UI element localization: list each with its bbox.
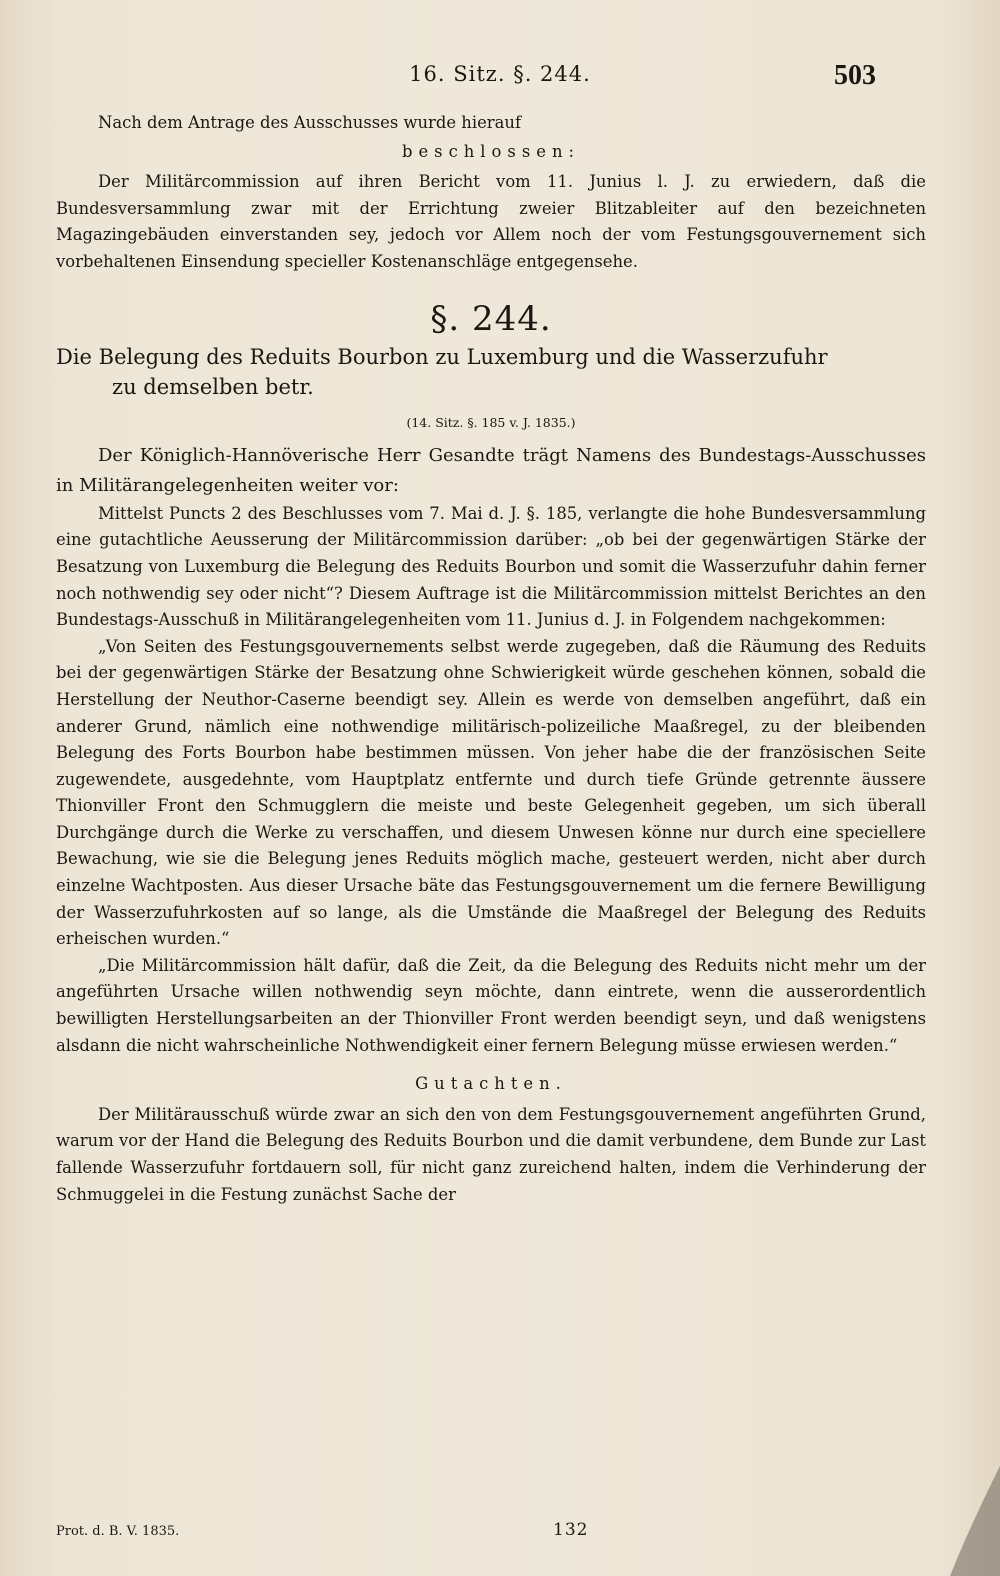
- commission-report-paragraph: Mittelst Puncts 2 des Beschlusses vom 7. Mai d. J. §. 185, verlangte die hohe Bundesversammlung eine gutachtliche Aeusserung der Militärcommission darüber: „ob bei der gegenwärtigen Stärke der Besatzung von Luxemburg die Belegung des Reduits Bourbon und somit die Wasserzufuhr dahin ferner noch nothwendig sey oder nicht“? Diesem Auftrage ist die Militärcommission mittelst Berichtes an den Bundestags-Ausschuß in Militärangelegenheiten vom 11. Junius d. J. in Folgendem nachgekommen:: [56, 503, 926, 630]
- opinion-text: Der Militärausschuß würde zwar an sich den von dem Festungsgouvernement angeführten Grund, warum vor der Hand die Belegung des Reduits Bourbon und die damit verbundene, dem Bunde zur Last fallende Wasserzufuhr fortdauern soll, für nicht ganz zureichend halten, indem die Verhinderung der Schmuggelei in die Festung zunächst Sache der: [56, 1104, 926, 1204]
- spacer: [56, 1059, 926, 1069]
- opinion-heading: Gutachten.: [415, 1074, 567, 1094]
- commission-opinion-quote: „Die Militärcommission hält dafür, daß die Zeit, da die Belegung des Reduits nicht mehr um der angeführten Ursache willen nothwendig seyn möchte, dann eintrete, wenn die ausserordentlich bewilligten Herstellungsarbeiten an der Thionviller Front werden beendigt seyn, und daß wenigstens alsdann die nicht wahrscheinliche Nothwendigkeit einer fernern Belegung müsse erwiesen werden.“: [56, 955, 926, 1055]
- section-number: §. 244.: [430, 298, 552, 339]
- sheet-number: 132: [553, 1520, 589, 1540]
- page-footer: [56, 1520, 926, 1544]
- section-title: [56, 342, 926, 402]
- fortress-government-quote: „Von Seiten des Festungsgouvernements selbst werde zugegeben, daß die Räumung des Reduits bei der gegenwärtigen Stärke der Besatzung ohne Schwierigkeit würde geschehen können, sobald die Herstellung der Neuthor-Caserne beendigt sey. Allein es werde von demselben angeführt, daß ein anderer Grund, nämlich eine nothwendige militärisch-polizeiliche Maaßregel, zu der bleibenden Belegung des Forts Bourbon habe bestimmen müssen. Von jeher habe die der französischen Seite zugewendete, ausgedehnte, vom Hauptplatz entfernte und durch tiefe Gründe getrennte äussere Thionviller Front den Schmugglern die meiste und beste Gelegenheit gegeben, um sich überall Durchgänge durch die Werke zu verschaffen, und diesem Unwesen könne nur durch eine speciellere Bewachung, wie sie die Belegung jenes Reduits möglich mache, gesteuert werden, nicht aber durch einzelne Wachtposten. Aus dieser Ursache bäte das Festungsgouvernement um die fernere Bewilligung der Wasserzufuhrkosten auf so lange, als die Umstände die Maaßregel der Belegung des Reduits erheischen wurden.“: [56, 636, 926, 949]
- page-corner-shadow: [930, 1466, 1000, 1576]
- section-citation: (14. Sitz. §. 185 v. J. 1835.): [406, 415, 576, 431]
- section-title-line-1: Die Belegung des Reduits Bourbon zu Luxemburg und die Wasserzufuhr: [56, 345, 828, 370]
- resolution-text: Der Militärcommission auf ihren Bericht vom 11. Junius l. J. zu erwiedern, daß die Bundesversammlung zwar mit der Errichtung zweier Blitzableiter auf den bezeichneten Magazingebäuden einverstanden sey, jedoch vor Allem noch der vom Festungsgouvernement sich vorbehaltenen Einsendung specieller Kostenanschläge entgegensehe.: [56, 172, 926, 271]
- page-body: [56, 110, 926, 1208]
- protocol-abbreviation: Prot. d. B. V. 1835.: [56, 1524, 180, 1539]
- section-title-line-2: zu demselben betr.: [112, 375, 314, 400]
- running-head: 16. Sitz. §. 244.: [409, 62, 591, 86]
- page-header: [0, 62, 1000, 96]
- resolution-intro: Nach dem Antrage des Ausschusses wurde hierauf: [98, 113, 522, 132]
- resolution-keyword: beschlossen:: [401, 141, 581, 161]
- page-number: 503: [834, 60, 876, 91]
- envoy-introduction: Der Königlich-Hannöverische Herr Gesandte trägt Namens des Bundestags-Ausschusses in Militärangelegenheiten weiter vor:: [56, 444, 926, 496]
